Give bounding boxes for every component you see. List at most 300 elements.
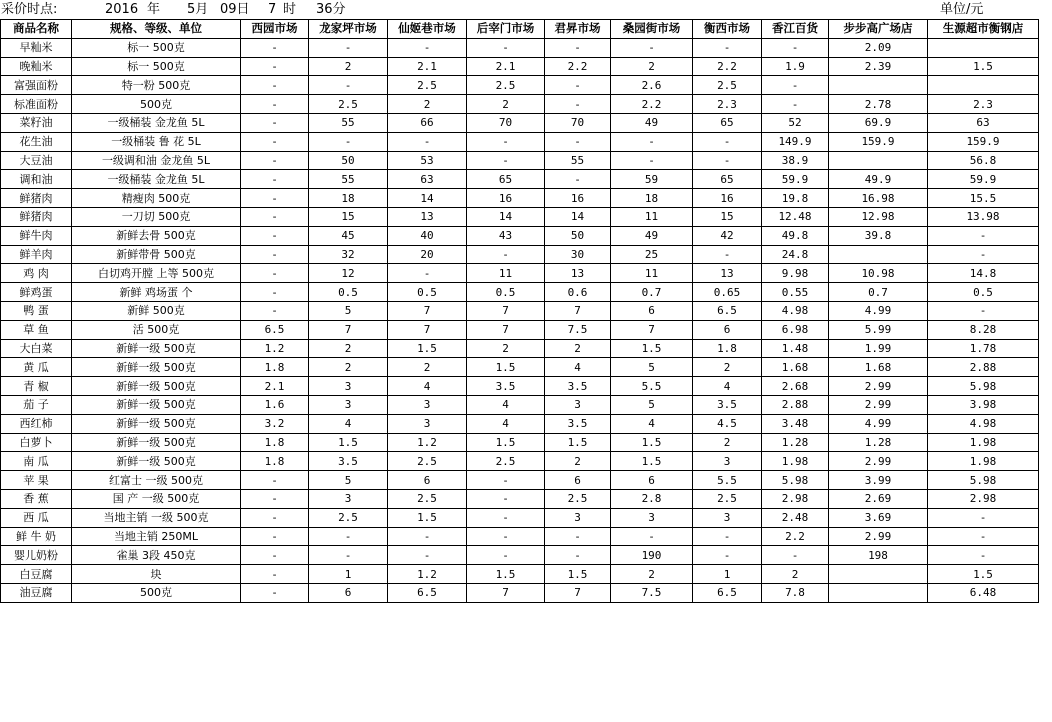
price-cell: 3.2 bbox=[241, 414, 309, 433]
price-cell: 11 bbox=[611, 207, 693, 226]
price-cell: 149.9 bbox=[762, 132, 829, 151]
col-header-xiyuan: 西园市场 bbox=[241, 20, 309, 39]
price-cell: 2.99 bbox=[829, 395, 928, 414]
price-cell: 159.9 bbox=[829, 132, 928, 151]
price-cell: - bbox=[467, 508, 545, 527]
spec-cell: 新鲜 鸡场蛋 个 bbox=[72, 283, 241, 302]
table-row bbox=[1, 339, 1039, 358]
col-header-shengyuan: 生源超市衡钢店 bbox=[928, 20, 1039, 39]
price-cell: 1.5 bbox=[545, 565, 611, 584]
hour-value: 7 bbox=[268, 2, 277, 17]
spec-cell: 当地主销 250ML bbox=[72, 527, 241, 546]
price-cell: 0.5 bbox=[309, 283, 388, 302]
price-cell bbox=[829, 151, 928, 170]
price-cell: 6.5 bbox=[693, 583, 762, 602]
price-cell: - bbox=[693, 132, 762, 151]
price-cell: - bbox=[693, 38, 762, 57]
price-cell: 2.88 bbox=[762, 395, 829, 414]
price-cell: 65 bbox=[467, 170, 545, 189]
price-cell: 1.6 bbox=[241, 395, 309, 414]
spec-cell: 新鲜带骨 500克 bbox=[72, 245, 241, 264]
product-name-cell: 鲜羊肉 bbox=[1, 245, 72, 264]
price-cell: 3.48 bbox=[762, 414, 829, 433]
price-cell bbox=[928, 38, 1039, 57]
price-cell: 2 bbox=[611, 565, 693, 584]
table-row bbox=[1, 76, 1039, 95]
price-cell: 30 bbox=[545, 245, 611, 264]
price-cell: 7 bbox=[467, 583, 545, 602]
table-row bbox=[1, 433, 1039, 452]
price-cell: 7.5 bbox=[611, 583, 693, 602]
price-cell: 2 bbox=[545, 339, 611, 358]
price-cell: 2.5 bbox=[467, 76, 545, 95]
price-cell: 55 bbox=[309, 113, 388, 132]
price-cell: 3 bbox=[309, 377, 388, 396]
price-cell: 3 bbox=[388, 414, 467, 433]
price-cell: 2.2 bbox=[545, 57, 611, 76]
price-cell: 1.98 bbox=[928, 452, 1039, 471]
price-cell: 198 bbox=[829, 546, 928, 565]
price-cell: 50 bbox=[545, 226, 611, 245]
spec-cell: 国 产 一级 500克 bbox=[72, 489, 241, 508]
price-cell: 59.9 bbox=[762, 170, 829, 189]
price-cell: 20 bbox=[388, 245, 467, 264]
product-name-cell: 油豆腐 bbox=[1, 583, 72, 602]
price-cell: 1.8 bbox=[241, 358, 309, 377]
price-cell: 3 bbox=[545, 395, 611, 414]
price-cell: 7 bbox=[545, 301, 611, 320]
spec-cell: 新鲜一级 500克 bbox=[72, 358, 241, 377]
product-name-cell: 鲜 牛 奶 bbox=[1, 527, 72, 546]
price-cell: 2.68 bbox=[762, 377, 829, 396]
price-cell: - bbox=[241, 76, 309, 95]
spec-cell: 一级调和油 金龙鱼 5L bbox=[72, 151, 241, 170]
price-cell: 14 bbox=[388, 189, 467, 208]
price-cell: 11 bbox=[467, 264, 545, 283]
price-cell: 6 bbox=[611, 471, 693, 490]
price-cell: - bbox=[388, 546, 467, 565]
price-cell: 6 bbox=[611, 301, 693, 320]
price-cell: 63 bbox=[388, 170, 467, 189]
spec-cell: 新鲜 500克 bbox=[72, 301, 241, 320]
price-cell: - bbox=[241, 471, 309, 490]
price-cell: 6.5 bbox=[693, 301, 762, 320]
spec-cell: 标一 500克 bbox=[72, 38, 241, 57]
price-cell: 4 bbox=[611, 414, 693, 433]
minute-value: 36分 bbox=[316, 2, 346, 17]
price-cell: - bbox=[545, 95, 611, 114]
price-cell: - bbox=[241, 38, 309, 57]
price-cell: 1.2 bbox=[241, 339, 309, 358]
price-cell: 2.5 bbox=[309, 95, 388, 114]
price-cell: - bbox=[309, 546, 388, 565]
spec-cell: 一刀切 500克 bbox=[72, 207, 241, 226]
col-header-spec: 规格、等级、单位 bbox=[72, 20, 241, 39]
spec-cell: 活 500克 bbox=[72, 320, 241, 339]
price-cell: 25 bbox=[611, 245, 693, 264]
report-header bbox=[0, 0, 1052, 19]
price-cell: - bbox=[241, 583, 309, 602]
table-row bbox=[1, 565, 1039, 584]
price-cell: 1.98 bbox=[762, 452, 829, 471]
product-name-cell: 白豆腐 bbox=[1, 565, 72, 584]
price-cell: 1.68 bbox=[762, 358, 829, 377]
price-cell: 4.99 bbox=[829, 301, 928, 320]
price-cell: 66 bbox=[388, 113, 467, 132]
price-cell: 3.98 bbox=[928, 395, 1039, 414]
unit-label: 单位/元 bbox=[940, 2, 984, 17]
price-cell: 7 bbox=[467, 301, 545, 320]
price-cell: 43 bbox=[467, 226, 545, 245]
price-cell: 1.8 bbox=[241, 452, 309, 471]
price-cell: - bbox=[545, 546, 611, 565]
price-cell: 12 bbox=[309, 264, 388, 283]
price-cell: - bbox=[545, 170, 611, 189]
price-cell: - bbox=[467, 527, 545, 546]
price-cell: - bbox=[693, 527, 762, 546]
price-cell: 6 bbox=[309, 583, 388, 602]
price-cell: 65 bbox=[693, 170, 762, 189]
price-cell: - bbox=[309, 132, 388, 151]
price-cell: 18 bbox=[611, 189, 693, 208]
price-cell: - bbox=[309, 38, 388, 57]
price-cell: - bbox=[241, 226, 309, 245]
price-cell: - bbox=[762, 76, 829, 95]
col-header-bubugao: 步步高广场店 bbox=[829, 20, 928, 39]
price-cell: 5.98 bbox=[928, 471, 1039, 490]
price-cell: 1.28 bbox=[829, 433, 928, 452]
price-cell: 1.68 bbox=[829, 358, 928, 377]
price-cell: 0.5 bbox=[928, 283, 1039, 302]
hour-unit: 时 bbox=[283, 2, 297, 17]
price-cell: 16 bbox=[693, 189, 762, 208]
price-cell: 13 bbox=[545, 264, 611, 283]
product-name-cell: 鲜鸡蛋 bbox=[1, 283, 72, 302]
year-value: 2016 bbox=[105, 2, 139, 17]
table-row bbox=[1, 245, 1039, 264]
price-cell: 2.1 bbox=[241, 377, 309, 396]
price-cell: 6 bbox=[693, 320, 762, 339]
price-cell: 0.7 bbox=[611, 283, 693, 302]
price-cell: 14 bbox=[467, 207, 545, 226]
price-cell: 1.5 bbox=[467, 358, 545, 377]
price-cell: 5.5 bbox=[693, 471, 762, 490]
price-cell bbox=[829, 565, 928, 584]
price-cell: 2.09 bbox=[829, 38, 928, 57]
price-cell: 0.7 bbox=[829, 283, 928, 302]
price-cell: 2.99 bbox=[829, 377, 928, 396]
price-cell: 3 bbox=[545, 508, 611, 527]
table-row bbox=[1, 471, 1039, 490]
price-cell: - bbox=[241, 508, 309, 527]
price-cell: 56.8 bbox=[928, 151, 1039, 170]
table-row bbox=[1, 38, 1039, 57]
price-cell: 65 bbox=[693, 113, 762, 132]
price-cell: 49.8 bbox=[762, 226, 829, 245]
price-cell: 5 bbox=[309, 301, 388, 320]
price-cell: 2.3 bbox=[928, 95, 1039, 114]
price-cell: 38.9 bbox=[762, 151, 829, 170]
price-cell: 2.1 bbox=[388, 57, 467, 76]
price-cell: 7 bbox=[545, 583, 611, 602]
price-cell: 2 bbox=[693, 358, 762, 377]
table-row bbox=[1, 583, 1039, 602]
price-cell: 49.9 bbox=[829, 170, 928, 189]
price-cell: 0.55 bbox=[762, 283, 829, 302]
price-cell: 2 bbox=[388, 95, 467, 114]
spec-cell: 标一 500克 bbox=[72, 57, 241, 76]
price-cell: 2.5 bbox=[388, 76, 467, 95]
price-cell: - bbox=[467, 489, 545, 508]
price-cell: 69.9 bbox=[829, 113, 928, 132]
col-header-longjiaping: 龙家坪市场 bbox=[309, 20, 388, 39]
price-cell: - bbox=[241, 264, 309, 283]
product-name-cell: 鸭 蛋 bbox=[1, 301, 72, 320]
product-name-cell: 西 瓜 bbox=[1, 508, 72, 527]
product-name-cell: 鲜牛肉 bbox=[1, 226, 72, 245]
price-cell: 1.98 bbox=[928, 433, 1039, 452]
price-cell: - bbox=[545, 132, 611, 151]
price-cell: 15 bbox=[309, 207, 388, 226]
price-cell: 2.2 bbox=[611, 95, 693, 114]
price-cell: - bbox=[762, 38, 829, 57]
price-cell: 4.98 bbox=[762, 301, 829, 320]
price-cell: 3.5 bbox=[467, 377, 545, 396]
spec-cell: 新鲜一级 500克 bbox=[72, 377, 241, 396]
price-cell: 16 bbox=[467, 189, 545, 208]
price-cell: 1 bbox=[309, 565, 388, 584]
product-name-cell: 富强面粉 bbox=[1, 76, 72, 95]
price-cell: - bbox=[611, 132, 693, 151]
price-cell: 2 bbox=[762, 565, 829, 584]
price-cell: 12.48 bbox=[762, 207, 829, 226]
product-name-cell: 调和油 bbox=[1, 170, 72, 189]
price-cell: 19.8 bbox=[762, 189, 829, 208]
price-cell: - bbox=[545, 76, 611, 95]
table-row bbox=[1, 226, 1039, 245]
product-name-cell: 茄 子 bbox=[1, 395, 72, 414]
spec-cell: 新鲜去骨 500克 bbox=[72, 226, 241, 245]
product-name-cell: 大白菜 bbox=[1, 339, 72, 358]
price-cell: 1 bbox=[693, 565, 762, 584]
table-row bbox=[1, 395, 1039, 414]
price-cell: 16 bbox=[545, 189, 611, 208]
price-cell: 2 bbox=[611, 57, 693, 76]
price-cell: - bbox=[693, 546, 762, 565]
price-cell bbox=[928, 76, 1039, 95]
price-cell: 3.5 bbox=[545, 377, 611, 396]
price-cell: 1.5 bbox=[611, 339, 693, 358]
price-cell: 7 bbox=[309, 320, 388, 339]
price-cell: 5 bbox=[611, 358, 693, 377]
price-cell: 2 bbox=[693, 433, 762, 452]
price-cell: 1.5 bbox=[928, 565, 1039, 584]
price-cell: 1.2 bbox=[388, 433, 467, 452]
price-cell: 1.99 bbox=[829, 339, 928, 358]
table-row bbox=[1, 189, 1039, 208]
price-cell: 7 bbox=[467, 320, 545, 339]
product-name-cell: 草 鱼 bbox=[1, 320, 72, 339]
price-cell: 2.98 bbox=[762, 489, 829, 508]
price-cell: 59.9 bbox=[928, 170, 1039, 189]
price-cell: 0.5 bbox=[467, 283, 545, 302]
price-cell: 6.5 bbox=[241, 320, 309, 339]
table-row bbox=[1, 301, 1039, 320]
price-cell: - bbox=[241, 170, 309, 189]
product-name-cell: 大豆油 bbox=[1, 151, 72, 170]
price-cell: 1.5 bbox=[388, 339, 467, 358]
price-cell: 2.5 bbox=[467, 452, 545, 471]
table-row bbox=[1, 57, 1039, 76]
price-cell: 40 bbox=[388, 226, 467, 245]
product-name-cell: 晚籼米 bbox=[1, 57, 72, 76]
price-cell: 6.98 bbox=[762, 320, 829, 339]
product-name-cell: 鲜猪肉 bbox=[1, 207, 72, 226]
price-cell: 0.6 bbox=[545, 283, 611, 302]
price-cell: - bbox=[241, 245, 309, 264]
spec-cell: 500克 bbox=[72, 583, 241, 602]
spec-cell: 当地主销 一级 500克 bbox=[72, 508, 241, 527]
price-cell: - bbox=[928, 226, 1039, 245]
price-cell: 45 bbox=[309, 226, 388, 245]
price-cell: 53 bbox=[388, 151, 467, 170]
product-name-cell: 菜籽油 bbox=[1, 113, 72, 132]
price-cell: 2.1 bbox=[467, 57, 545, 76]
product-name-cell: 苹 果 bbox=[1, 471, 72, 490]
price-cell: 2 bbox=[467, 95, 545, 114]
price-cell: - bbox=[241, 489, 309, 508]
price-cell: 159.9 bbox=[928, 132, 1039, 151]
price-cell: 55 bbox=[545, 151, 611, 170]
table-row bbox=[1, 132, 1039, 151]
table-row bbox=[1, 508, 1039, 527]
price-cell: 2.99 bbox=[829, 527, 928, 546]
col-header-sangyuanjie: 桑园街市场 bbox=[611, 20, 693, 39]
spec-cell: 新鲜一级 500克 bbox=[72, 414, 241, 433]
price-cell: 7 bbox=[388, 301, 467, 320]
price-cell: 2.88 bbox=[928, 358, 1039, 377]
price-cell: 4.5 bbox=[693, 414, 762, 433]
table-row bbox=[1, 546, 1039, 565]
price-cell: 1.48 bbox=[762, 339, 829, 358]
price-cell: 0.65 bbox=[693, 283, 762, 302]
price-cell: 1.8 bbox=[693, 339, 762, 358]
price-cell: 9.98 bbox=[762, 264, 829, 283]
price-cell: - bbox=[241, 132, 309, 151]
table-row bbox=[1, 95, 1039, 114]
price-cell: - bbox=[467, 38, 545, 57]
col-header-houzaimen: 后宰门市场 bbox=[467, 20, 545, 39]
price-cell: - bbox=[241, 283, 309, 302]
price-cell: 2.5 bbox=[388, 489, 467, 508]
price-cell: 3.5 bbox=[309, 452, 388, 471]
price-cell: 1.5 bbox=[545, 433, 611, 452]
price-cell: 10.98 bbox=[829, 264, 928, 283]
price-table bbox=[0, 19, 1039, 603]
price-cell: 15 bbox=[693, 207, 762, 226]
col-header-junsheng: 君昇市场 bbox=[545, 20, 611, 39]
table-row bbox=[1, 170, 1039, 189]
price-cell: 5.98 bbox=[762, 471, 829, 490]
product-name-cell: 香 蕉 bbox=[1, 489, 72, 508]
price-cell: 55 bbox=[309, 170, 388, 189]
price-cell: - bbox=[545, 38, 611, 57]
price-cell: 3 bbox=[693, 508, 762, 527]
spec-cell: 一级桶装 金龙鱼 5L bbox=[72, 113, 241, 132]
spec-cell: 新鲜一级 500克 bbox=[72, 452, 241, 471]
spec-cell: 特一粉 500克 bbox=[72, 76, 241, 95]
price-cell: 14 bbox=[545, 207, 611, 226]
price-cell: 5 bbox=[611, 395, 693, 414]
price-cell: 2.48 bbox=[762, 508, 829, 527]
price-cell: - bbox=[467, 245, 545, 264]
price-cell: 1.78 bbox=[928, 339, 1039, 358]
price-cell: 1.5 bbox=[309, 433, 388, 452]
price-cell: 2.98 bbox=[928, 489, 1039, 508]
price-cell: - bbox=[241, 207, 309, 226]
price-cell: 0.5 bbox=[388, 283, 467, 302]
price-cell: - bbox=[309, 527, 388, 546]
product-name-cell: 早籼米 bbox=[1, 38, 72, 57]
price-cell: 15.5 bbox=[928, 189, 1039, 208]
price-cell: 7 bbox=[611, 320, 693, 339]
price-cell: 6 bbox=[545, 471, 611, 490]
table-row bbox=[1, 489, 1039, 508]
price-cell: - bbox=[388, 527, 467, 546]
price-cell: - bbox=[388, 264, 467, 283]
price-cell: 50 bbox=[309, 151, 388, 170]
price-cell: 1.5 bbox=[611, 433, 693, 452]
price-cell: - bbox=[241, 527, 309, 546]
price-cell: - bbox=[388, 38, 467, 57]
price-cell: 11 bbox=[611, 264, 693, 283]
price-cell: - bbox=[467, 132, 545, 151]
price-cell: 4.98 bbox=[928, 414, 1039, 433]
price-cell bbox=[829, 76, 928, 95]
price-cell: 13 bbox=[388, 207, 467, 226]
price-cell: 2.2 bbox=[693, 57, 762, 76]
price-cell: 2.5 bbox=[693, 76, 762, 95]
price-cell: 3.99 bbox=[829, 471, 928, 490]
price-cell: - bbox=[611, 151, 693, 170]
price-cell: - bbox=[693, 151, 762, 170]
price-cell: 12.98 bbox=[829, 207, 928, 226]
price-cell: 2 bbox=[467, 339, 545, 358]
price-cell: 4 bbox=[545, 358, 611, 377]
price-cell: 2.2 bbox=[762, 527, 829, 546]
header-row bbox=[1, 20, 1039, 39]
price-cell: - bbox=[693, 245, 762, 264]
spec-cell: 雀巢 3段 450克 bbox=[72, 546, 241, 565]
spec-cell: 新鲜一级 500克 bbox=[72, 339, 241, 358]
table-row bbox=[1, 283, 1039, 302]
spec-cell: 新鲜一级 500克 bbox=[72, 433, 241, 452]
price-cell: 24.8 bbox=[762, 245, 829, 264]
price-cell: - bbox=[928, 546, 1039, 565]
price-cell: - bbox=[928, 527, 1039, 546]
price-cell: 5.5 bbox=[611, 377, 693, 396]
price-cell: 7.8 bbox=[762, 583, 829, 602]
price-cell: 3 bbox=[309, 395, 388, 414]
price-cell bbox=[829, 245, 928, 264]
product-name-cell: 花生油 bbox=[1, 132, 72, 151]
price-cell: - bbox=[467, 471, 545, 490]
price-cell: - bbox=[611, 527, 693, 546]
price-cell: - bbox=[762, 95, 829, 114]
spec-cell: 一级桶装 金龙鱼 5L bbox=[72, 170, 241, 189]
price-cell: 2 bbox=[309, 358, 388, 377]
price-cell: 3 bbox=[693, 452, 762, 471]
